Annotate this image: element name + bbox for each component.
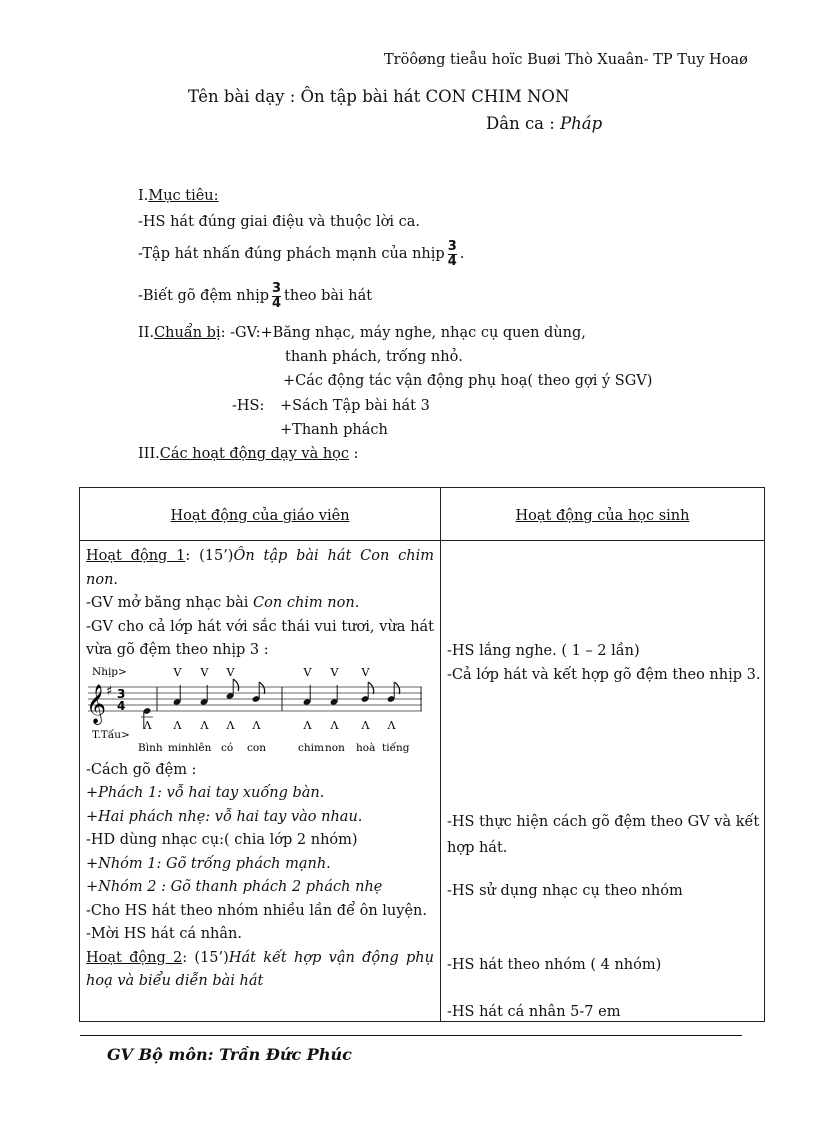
teacher-group-2: +Nhóm 2 : Gõ thanh phách 2 phách nhẹ xyxy=(86,879,383,895)
teacher-sing-instruction: -GV cho cả lớp hát với sắc thái vui tươi, vừa hát vừa gõ đệm theo nhịp 3 : xyxy=(86,618,434,658)
prep-gv-line-2: thanh phách, trống nhỏ. xyxy=(285,349,463,365)
teacher-beat-1: +Phách 1: vỗ hai tay xuống bàn. xyxy=(86,785,325,801)
prep-heading-text: Chuẩn bị xyxy=(154,325,221,341)
note-flag xyxy=(394,682,399,694)
lyric-syllable: non xyxy=(325,741,345,754)
genre-value: Pháp xyxy=(560,114,603,133)
teacher-signature: GV Bộ môn: Trần Đức Phúc xyxy=(107,1045,352,1064)
objective-item-2 xyxy=(138,234,464,274)
note-flag xyxy=(259,682,264,694)
student-sing: -Cả lớp hát và kết hợp gõ đệm theo nhịp 3. xyxy=(447,667,761,683)
prep-heading-prefix: II. xyxy=(138,325,155,341)
key-signature-sharp-icon: ♯ xyxy=(106,683,113,699)
beat-row-label: Nhịp> xyxy=(92,665,127,678)
student-instrument: -HS sử dụng nhạc cụ theo nhóm xyxy=(447,883,683,899)
strong-beat-mark: V xyxy=(226,665,235,679)
teacher-solo: -Mời HS hát cá nhân. xyxy=(86,926,242,942)
lyric-syllable: hoà xyxy=(356,741,376,754)
light-beat-mark: Λ xyxy=(143,718,152,732)
fraction-numerator: 3 xyxy=(272,280,282,296)
lyric-syllable: con xyxy=(247,741,266,754)
activity-1-label: Hoạt động 1 xyxy=(86,548,186,564)
activity-2-label: Hoạt động 2 xyxy=(86,949,183,966)
student-column-title: Hoạt động của học sinh xyxy=(515,508,690,524)
prep-hs-label: -HS: xyxy=(232,398,265,414)
prep-heading xyxy=(138,325,586,341)
student-activities-cell xyxy=(441,541,765,1022)
student-method: -HS thực hiện cách gõ đệm theo GV và kết hợp hát. xyxy=(447,814,760,856)
light-beat-mark: Λ xyxy=(361,718,370,732)
strong-beat-mark: V xyxy=(173,665,182,679)
prep-hs-line-1: +Sách Tập bài hát 3 xyxy=(280,398,430,414)
light-beat-mark: Λ xyxy=(252,718,261,732)
activities-heading xyxy=(138,446,359,462)
activity-2-heading xyxy=(86,947,434,994)
teacher-play-tape xyxy=(86,592,434,616)
objective-item-3-text: -Biết gõ đệm nhịp xyxy=(138,288,269,304)
school-name: Tröôøng tieåu hoïc Buøi Thò Xuaân- TP Tuy Hoaø xyxy=(384,52,748,68)
objective-item-3 xyxy=(138,276,372,316)
table-row xyxy=(80,541,765,1022)
time-signature-fraction xyxy=(448,240,457,269)
student-group: -HS hát theo nhóm ( 4 nhóm) xyxy=(447,957,662,973)
teacher-column-header xyxy=(80,488,441,541)
lyrics-layer xyxy=(138,741,410,754)
teacher-beat-2: +Hai phách nhẹ: vỗ hai tay vào nhau. xyxy=(86,808,363,825)
music-staff-figure xyxy=(82,663,422,759)
light-beat-mark: Λ xyxy=(387,718,396,732)
lyric-syllable: minh xyxy=(168,741,195,754)
activities-heading-prefix: III. xyxy=(138,446,160,462)
lyric-syllable: chim xyxy=(298,741,324,754)
activities-heading-suffix: : xyxy=(353,446,359,462)
genre-label: Dân ca : xyxy=(486,114,561,133)
student-solo: -HS hát cá nhân 5-7 em xyxy=(447,1004,621,1020)
note-flag xyxy=(368,682,373,694)
teacher-play-pre: -GV mở băng nhạc bài xyxy=(86,595,254,611)
lesson-title: Tên bài dạy : Ôn tập bài hát CON CHIM NON xyxy=(188,87,570,106)
genre-line xyxy=(486,114,602,133)
teacher-play-post: . xyxy=(354,595,360,611)
teacher-method: -Cách gõ đệm : xyxy=(86,761,197,778)
treble-clef-icon: 𝄞 xyxy=(86,683,107,724)
prep-gv-line-1: : -GV:+Băng nhạc, máy nghe, nhạc cụ quen dùng, xyxy=(220,325,586,341)
activities-heading-text: Các hoạt động dạy và học xyxy=(159,446,350,462)
light-beat-mark: Λ xyxy=(226,718,235,732)
activity-1-heading xyxy=(86,545,434,592)
activity-2-time: : (15’) xyxy=(182,949,229,966)
objective-item-3-end: theo bài hát xyxy=(284,288,373,304)
light-beat-mark: Λ xyxy=(173,718,182,732)
prep-gv-line-3: +Các động tác vận động phụ hoạ( theo gợi ý SGV) xyxy=(283,373,653,389)
teacher-instrument: -HD dùng nhạc cụ:( chia lớp 2 nhóm) xyxy=(86,832,358,848)
objectives-heading xyxy=(138,188,219,204)
strong-beat-mark: V xyxy=(303,665,312,679)
light-beat-mark: Λ xyxy=(200,718,209,732)
lyric-syllable: lên xyxy=(195,741,212,754)
teacher-play-song: Con chim non xyxy=(253,595,355,611)
fraction-numerator: 3 xyxy=(447,238,457,254)
time-signature-numerator: 3 xyxy=(117,686,126,701)
activity-1-time: : (15’) xyxy=(185,548,234,564)
teacher-group-1: +Nhóm 1: Gõ trống phách mạnh. xyxy=(86,855,331,872)
strong-beat-mark: V xyxy=(200,665,209,679)
objectives-heading-prefix: I. xyxy=(138,188,149,204)
fraction-denominator: 4 xyxy=(447,253,457,269)
table-header-row xyxy=(80,488,765,541)
teacher-practice: -Cho HS hát theo nhóm nhiều lần để ôn luyện. xyxy=(86,902,427,919)
strong-beat-mark: V xyxy=(330,665,339,679)
strong-beat-mark: V xyxy=(361,665,370,679)
teacher-column-title: Hoạt động của giáo viên xyxy=(170,508,350,524)
activity-2-title: Hát kết hợp vận động phụ hoạ và biểu diễn bài hát xyxy=(86,949,434,989)
lesson-table xyxy=(79,487,765,1022)
note-flag xyxy=(233,679,238,691)
lyric-syllable: tiếng xyxy=(382,741,410,754)
time-signature-fraction xyxy=(272,282,281,311)
drum-row-label: T.Tấu> xyxy=(92,728,130,741)
light-beat-mark: Λ xyxy=(303,718,312,732)
fraction-denominator: 4 xyxy=(272,295,282,311)
student-column-header xyxy=(441,488,765,541)
student-listen: -HS lắng nghe. ( 1 – 2 lần) xyxy=(447,643,640,659)
activity-1-title: Ôn tập bài hát Con chim non. xyxy=(86,548,434,588)
lyric-syllable: có xyxy=(221,741,234,754)
time-signature-denominator: 4 xyxy=(117,698,126,713)
objective-item-1: -HS hát đúng giai điệu và thuộc lời ca. xyxy=(138,214,421,230)
lyric-syllable: Bình xyxy=(138,741,163,754)
objective-item-2-end: . xyxy=(459,246,465,262)
teacher-activities-cell xyxy=(80,541,441,1022)
light-beat-mark: Λ xyxy=(330,718,339,732)
objectives-heading-text: Mục tiêu: xyxy=(148,188,219,204)
footer-divider xyxy=(80,1035,742,1036)
prep-hs-line-2: +Thanh phách xyxy=(280,422,388,438)
objective-item-2-text: -Tập hát nhấn đúng phách mạnh của nhịp xyxy=(138,246,445,262)
